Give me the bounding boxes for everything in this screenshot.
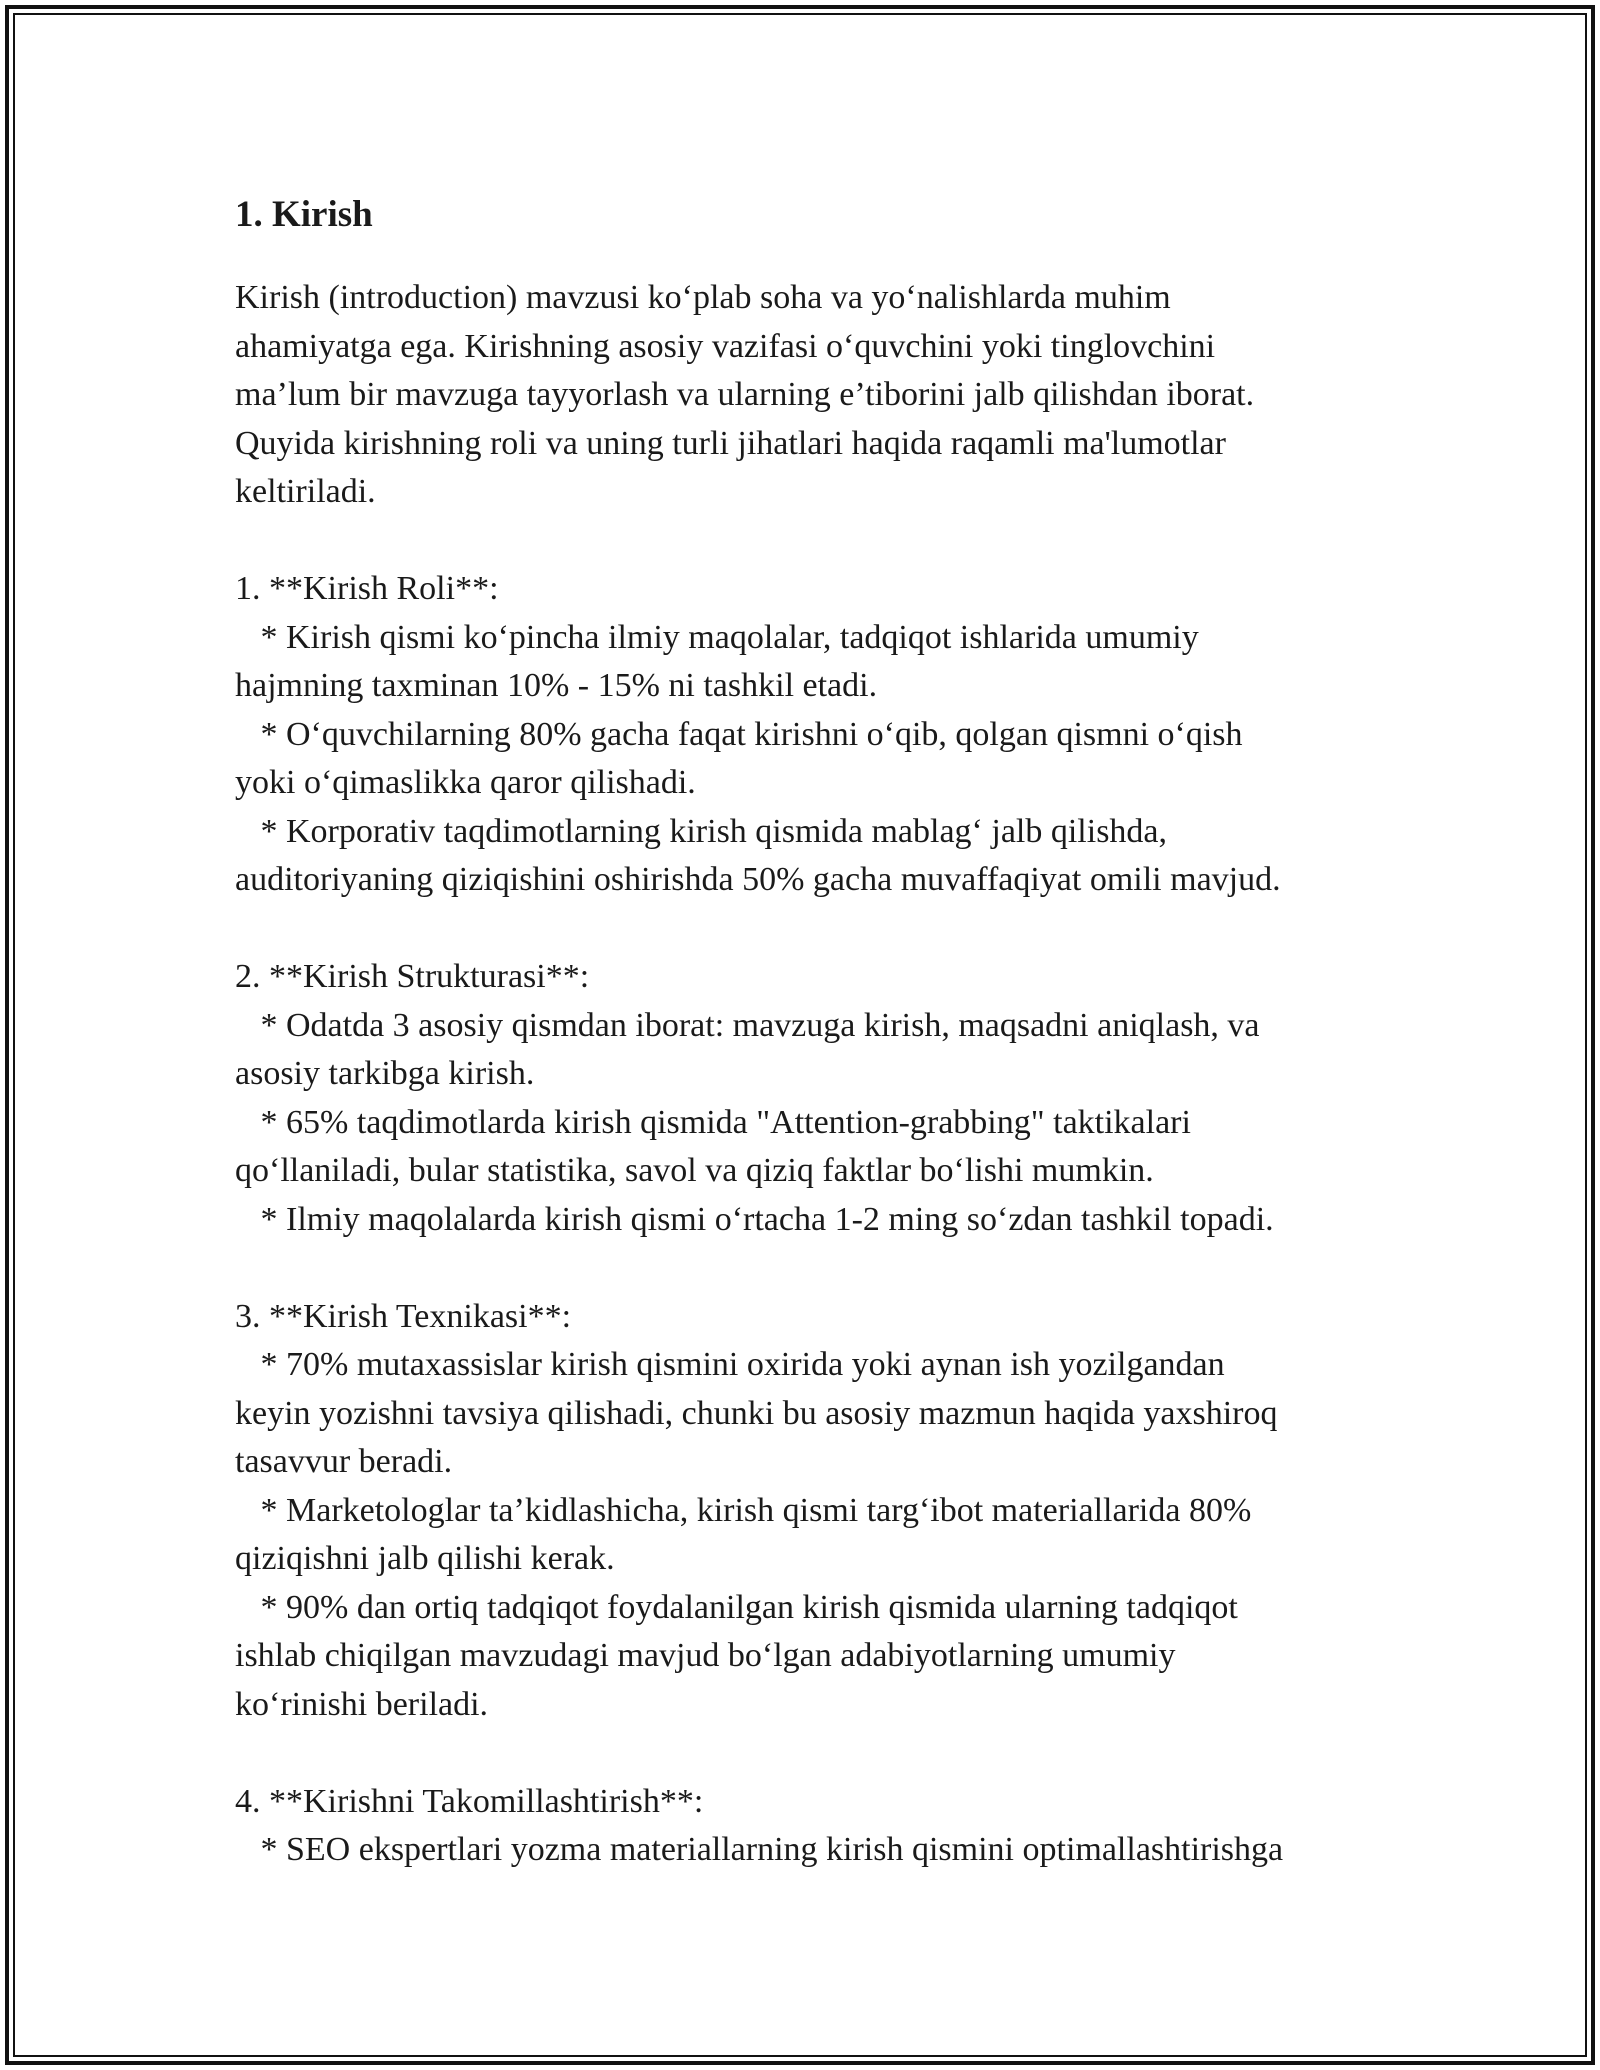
text-line: ma’lum bir mavzuga tayyorlash va ularning e’tiborini jalb qilishdan iborat. xyxy=(235,376,1255,413)
text-line: keltiriladi. xyxy=(235,473,376,510)
text-line: * 70% mutaxassislar kirish qismini oxirida yoki aynan ish yozilgandan xyxy=(235,1346,1225,1383)
text-line: qo‘llaniladi, bular statistika, savol va qiziq faktlar bo‘lishi mumkin. xyxy=(235,1152,1154,1189)
text-line: yoki o‘qimaslikka qaror qilishadi. xyxy=(235,764,696,801)
text-line: auditoriyaning qiziqishini oshirishda 50% gacha muvaffaqiyat omili mavjud. xyxy=(235,861,1281,898)
text-line: asosiy tarkibga kirish. xyxy=(235,1055,535,1092)
text-line: * 65% taqdimotlarda kirish qismida "Attention-grabbing" taktikalari xyxy=(235,1103,1191,1141)
text-line: 1. **Kirish Roli**: xyxy=(235,570,499,607)
text-line: hajmning taxminan 10% - 15% ni tashkil etadi. xyxy=(235,667,878,704)
document-body xyxy=(235,180,1385,1875)
text-line: * Odatda 3 asosiy qismdan iborat: mavzuga kirish, maqsadni aniqlash, va xyxy=(235,1006,1260,1044)
blank-line xyxy=(235,1244,1385,1293)
section-heading: 1. Kirish xyxy=(235,194,373,235)
text-line: * Korporativ taqdimotlarning kirish qismida mablag‘ jalb qilishda, xyxy=(235,812,1168,850)
blank-line xyxy=(235,1729,1385,1778)
text-line: 2. **Kirish Strukturasi**: xyxy=(235,958,590,995)
text-line: 4. **Kirishni Takomillashtirish**: xyxy=(235,1782,704,1820)
text-line: 3. **Kirish Texnikasi**: xyxy=(235,1297,572,1335)
text-line: * Kirish qismi ko‘pincha ilmiy maqolalar, tadqiqot ishlarida umumiy xyxy=(235,618,1199,656)
text-lines xyxy=(235,274,1385,1875)
text-line: ahamiyatga ega. Kirishning asosiy vazifasi o‘quvchini yoki tinglovchini xyxy=(235,327,1216,365)
text-line: * O‘quvchilarning 80% gacha faqat kirishni o‘qib, qolgan qismni o‘qish xyxy=(235,715,1243,753)
text-line: ishlab chiqilgan mavzudagi mavjud bo‘lgan adabiyotlarning umumiy xyxy=(235,1637,1176,1674)
text-line: ko‘rinishi beriladi. xyxy=(235,1685,489,1723)
blank-line xyxy=(235,517,1385,566)
text-line: qiziqishni jalb qilishi kerak. xyxy=(235,1540,615,1577)
text-line: * Ilmiy maqolalarda kirish qismi o‘rtacha 1-2 ming so‘zdan tashkil topadi. xyxy=(235,1200,1274,1238)
text-line: Kirish (introduction) mavzusi ko‘plab soha va yo‘nalishlarda muhim xyxy=(235,279,1171,316)
text-line: * SEO ekspertlari yozma materiallarning kirish qismini optimallashtirishga xyxy=(235,1831,1284,1868)
text-line: tasavvur beradi. xyxy=(235,1443,453,1480)
text-line: * Marketologlar ta’kidlashicha, kirish qismi targ‘ibot materiallarida 80% xyxy=(235,1491,1252,1529)
blank-line xyxy=(235,905,1385,954)
text-line: * 90% dan ortiq tadqiqot foydalanilgan kirish qismida ularning tadqiqot xyxy=(235,1588,1238,1626)
text-line: keyin yozishni tavsiya qilishadi, chunki bu asosiy mazmun haqida yaxshiroq xyxy=(235,1394,1278,1432)
text-line: Quyida kirishning roli va uning turli jihatlari haqida raqamli ma'lumotlar xyxy=(235,424,1226,462)
